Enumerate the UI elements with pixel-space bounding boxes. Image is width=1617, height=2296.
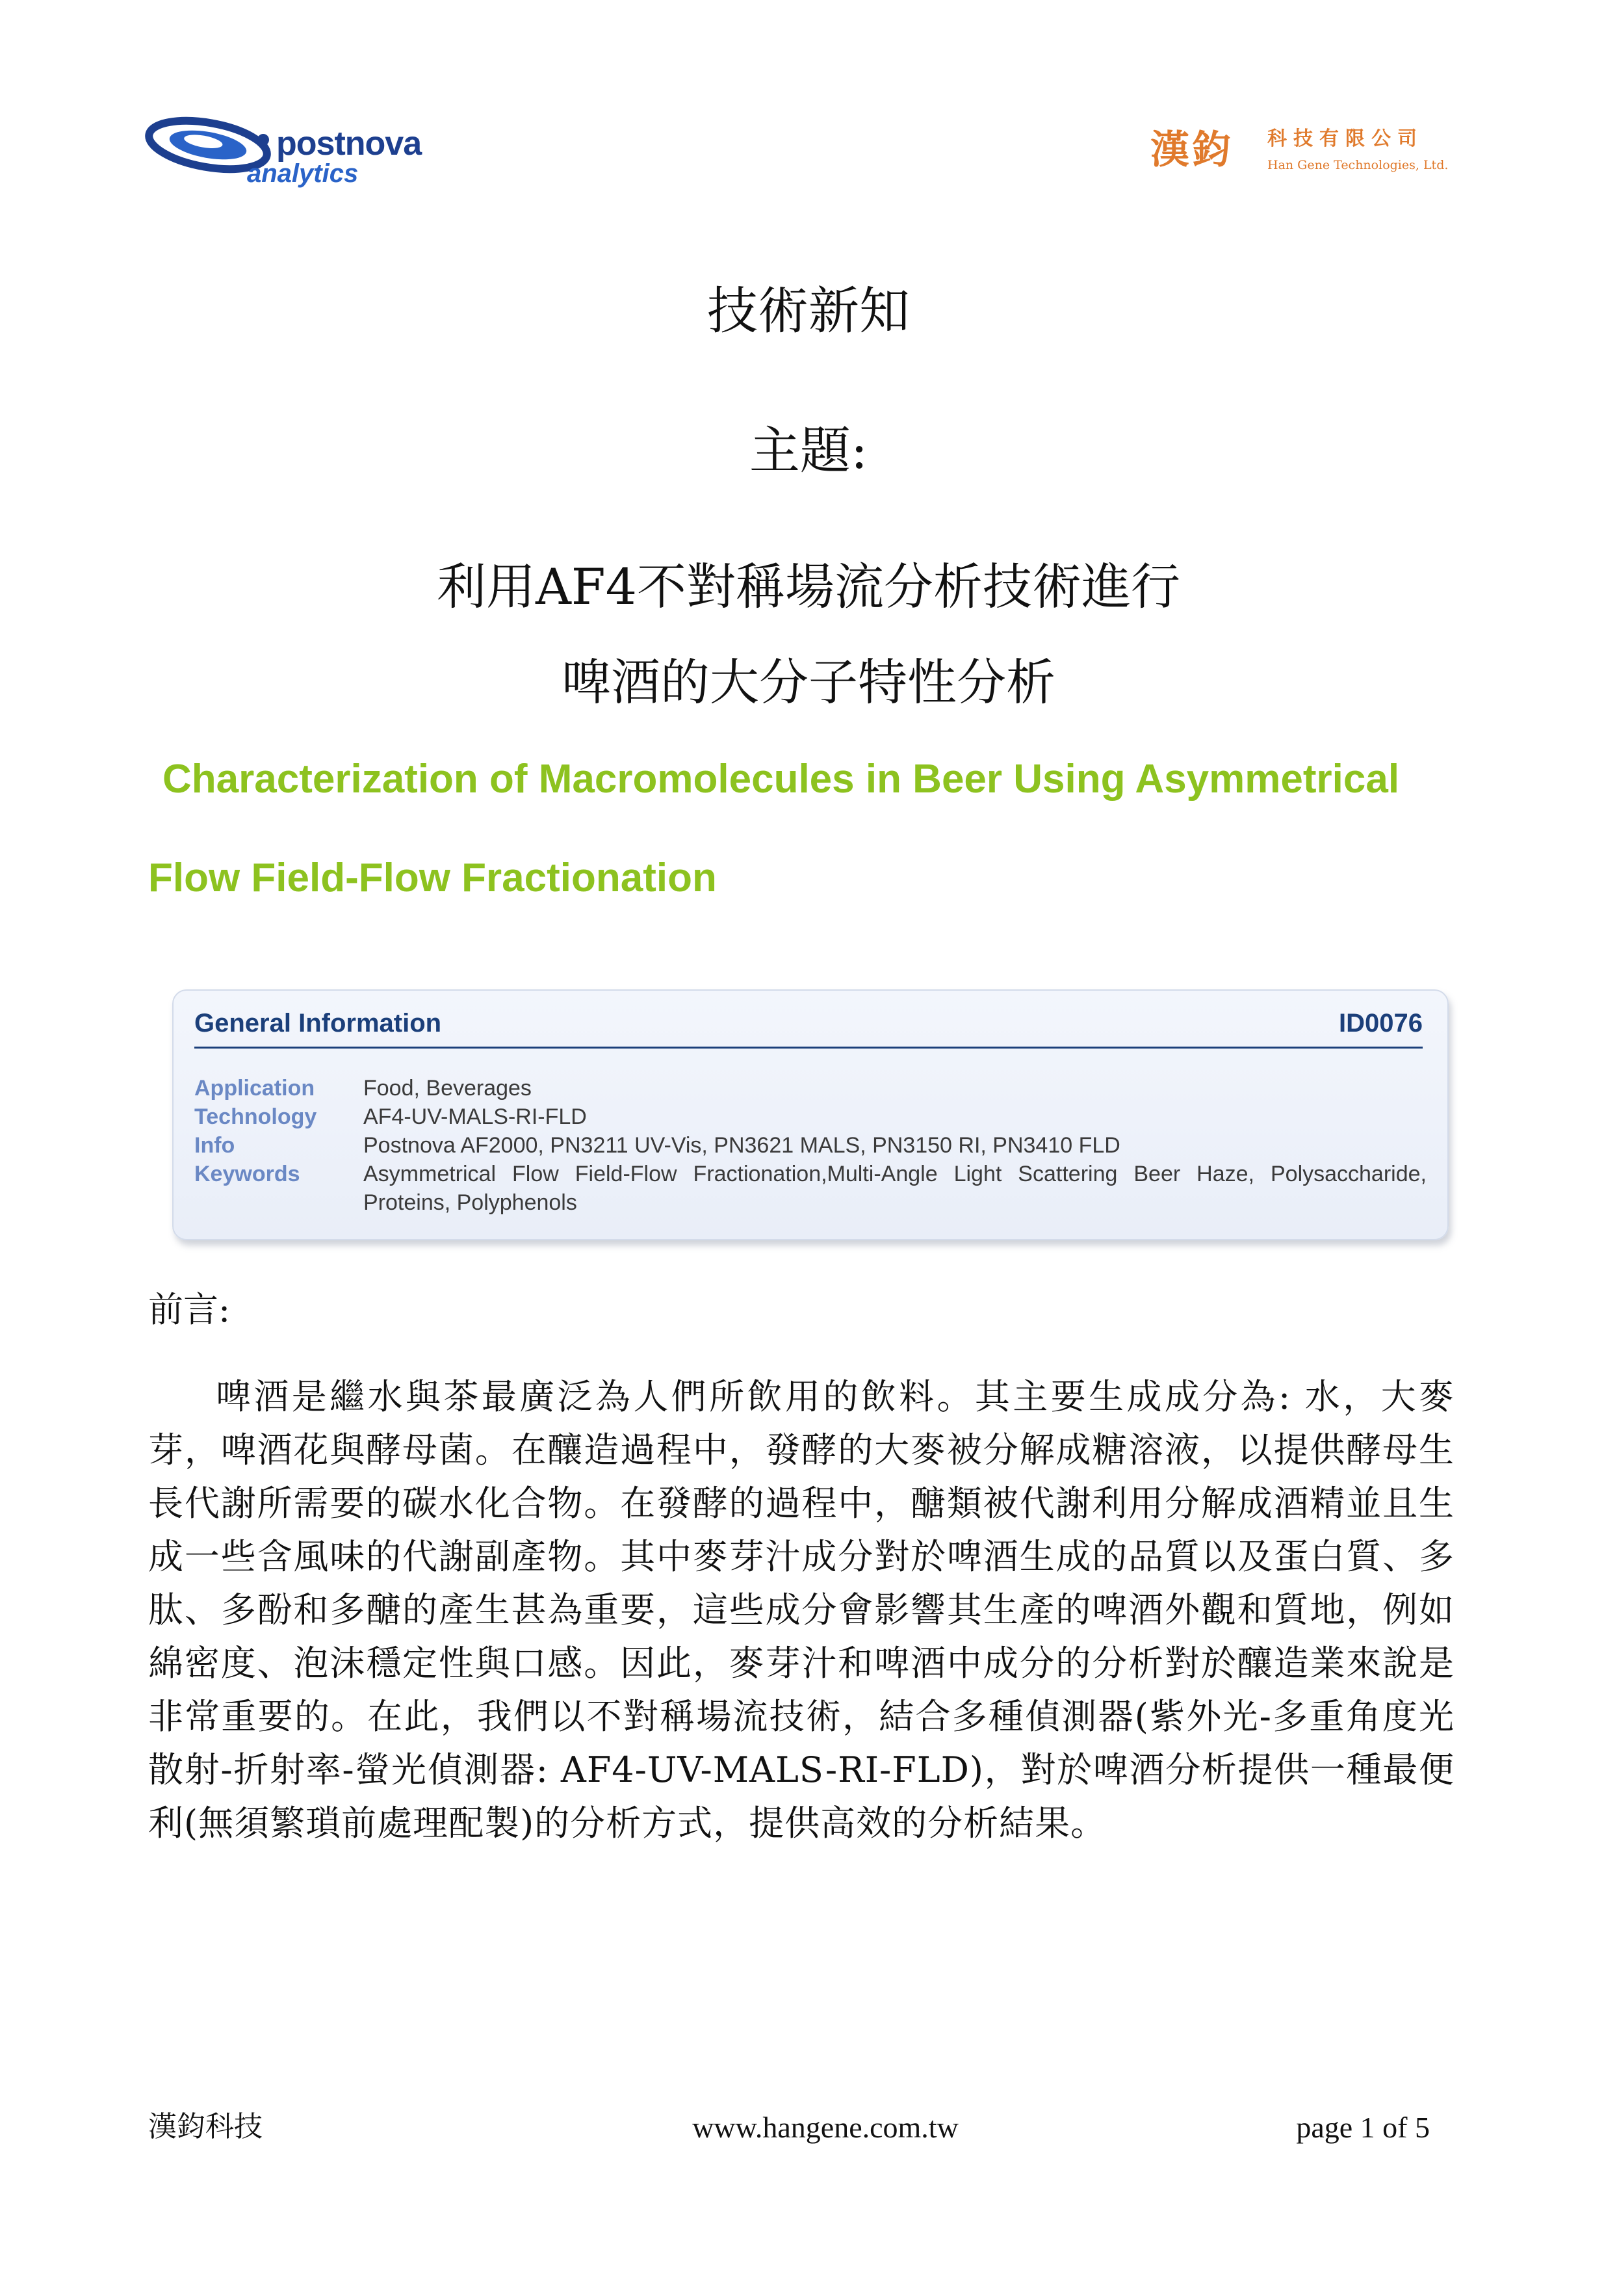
- english-title-line-2: Flow Field-Flow Fractionation: [148, 855, 717, 900]
- info-value: AF4-UV-MALS-RI-FLD: [363, 1104, 587, 1129]
- english-title-line-1: Characterization of Macromolecules in Beer Using Asymmetrical: [162, 757, 1400, 802]
- info-heading: General Information: [194, 1009, 442, 1037]
- hangene-logo-english: Han Gene Technologies, Ltd.: [1267, 158, 1449, 172]
- info-key: Info: [194, 1133, 235, 1158]
- footer-company: 漢鈞科技: [148, 2110, 263, 2143]
- postnova-wordmark: postnova: [276, 125, 422, 163]
- hangene-logo-chinese: 漢鈞: [1150, 127, 1234, 173]
- info-value: Food, Beverages: [363, 1076, 532, 1101]
- info-header: [194, 1008, 1423, 1049]
- intro-paragraph: 啤酒是繼水與茶最廣泛為人們所飲用的飲料。其主要生成成分為: 水，大麥芽，啤酒花與酵母菌。在釀造過程中，發酵的大麥被分解成糖溶液，以提供酵母生長代謝所需要的碳水化合物。在發酵的過程中，醣類被代謝利用分解成酒精並且生成一些含風味的代謝副產物。其中麥芽汁成分對於啤酒生成的品質以及蛋白質、多肽、多酚和多醣的產生甚為重要，這些成分會影響其生產的啤酒外觀和質地，例如綿密度、泡沫穩定性與口感。因此，麥芽汁和啤酒中成分的分析對於釀造業來說是非常重要的。在此，我們以不對稱場流技術，結合多種偵測器(紫外光-多重角度光散射-折射率-螢光偵測器: AF4-UV-MALS-RI-FLD)，對於啤酒分析提供一種最便利(無須繁瑣前處理配製)的分析方式，提供高效的分析結果。: [148, 1376, 1455, 1844]
- general-information-box: [172, 989, 1449, 1240]
- info-value: Asymmetrical Flow Field-Flow Fractionation,Multi-Angle Light Scattering Beer Haze, Polysaccharide, Proteins, Polyphenols: [363, 1162, 1427, 1215]
- info-document-id: ID0076: [1339, 1009, 1423, 1037]
- chinese-title-line-1: 利用AF4不對稱場流分析技術進行: [437, 558, 1180, 616]
- chinese-title-line-2: 啤酒的大分子特性分析: [562, 653, 1055, 711]
- hangene-logo-chinese-suffix: 科技有限公司: [1267, 127, 1423, 150]
- info-value: Postnova AF2000, PN3211 UV-Vis, PN3621 MALS, PN3150 RI, PN3410 FLD: [363, 1133, 1120, 1158]
- info-key: Technology: [194, 1104, 317, 1129]
- footer-website-link[interactable]: www.hangene.com.tw: [692, 2111, 959, 2144]
- info-key: Application: [194, 1076, 315, 1101]
- topic-label: 主題:: [749, 422, 868, 480]
- postnova-logo: [143, 114, 455, 198]
- info-key: Keywords: [194, 1162, 300, 1186]
- intro-heading: 前言:: [148, 1289, 231, 1330]
- section-label: 技術新知: [706, 282, 910, 341]
- hangene-logo: [1150, 127, 1488, 192]
- footer-page-number: page 1 of 5: [1296, 2111, 1430, 2144]
- postnova-subtitle: analytics: [247, 159, 359, 188]
